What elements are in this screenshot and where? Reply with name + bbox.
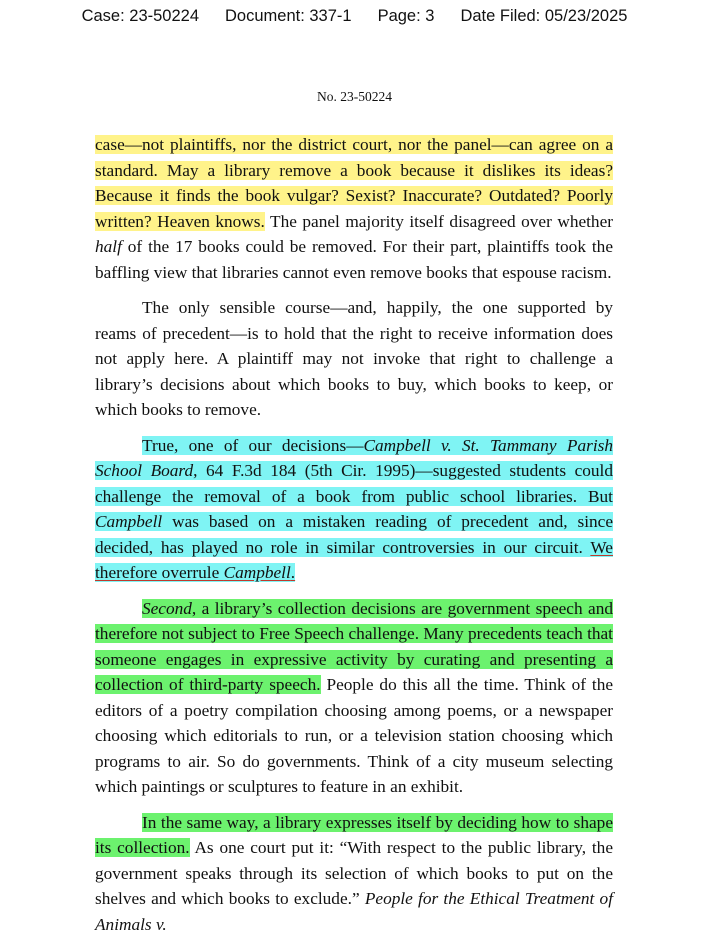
paragraph-text: The only sensible course—and, happily, the one supported by reams of precedent—is to hold that the right to receive information does not apply here. A plaintiff may not invoke that right to challenge a library’s decisions about which books to buy, which books to keep, or which books to remove.: [95, 298, 613, 419]
paragraph-4: [95, 596, 613, 800]
docket-number: No. 23-50224: [317, 89, 392, 104]
highlight-yellow: case—not plaintiffs, nor the district court, nor the panel—can agree on a standard. May a library remove a book because it dislikes its ideas? Because it finds the book vulgar? Sexist? Inaccurate? Outdated? Poorly written? Heaven knows.: [95, 135, 613, 231]
paragraph-text: The panel majority itself disagreed over whether: [264, 211, 613, 231]
highlight-green: In the same way, a library expresses itself by deciding how to shape its collection.: [95, 812, 613, 857]
case-name: Campbell: [223, 563, 291, 582]
page-number: Page: 3: [377, 7, 435, 25]
emphasis: half: [95, 237, 122, 256]
paragraph-2: [95, 295, 613, 423]
paragraph-text: , 64 F.3d 184 (5th Cir. 1995)—suggested students could challenge the removal of a book from public school libraries. But: [95, 461, 613, 506]
case-number: Case: 23-50224: [81, 7, 199, 25]
paragraph-3: [95, 433, 613, 586]
page-header: [0, 7, 709, 26]
paragraph-text: True, one of our decisions—: [142, 435, 364, 455]
paragraph-text: of the 17 books could be removed. For their part, plaintiffs took the baffling view that libraries cannot even remove books that espouse racism.: [95, 237, 613, 282]
case-name: Campbell: [95, 512, 163, 531]
date-filed: Date Filed: 05/23/2025: [460, 7, 628, 25]
paragraph-1: [95, 132, 613, 285]
opinion-body: [95, 132, 613, 947]
case-citation: Campbell v. St. Tammany Parish School Board: [95, 435, 613, 480]
document-number: Document: 337-1: [225, 7, 352, 25]
paragraph-text: As one court put it: “With respect to the public library, the government speaks through its selection of which books to put on the shelves and which books to exclude.”: [95, 838, 613, 908]
paragraph-text: , a library’s collection decisions are government speech and therefore not subject to Free Speech challenge. Many precedents teach that someone engages in expressive activity by curating and presenting a collection of third-party speech.: [95, 598, 613, 694]
holding-punctuation: .: [290, 563, 296, 582]
paragraph-5: [95, 810, 613, 938]
holding-text: We therefore overrule: [95, 537, 613, 582]
emphasis: Second: [142, 598, 192, 618]
paragraph-text: was based on a mistaken reading of precedent and, since decided, has played no role in similar controversies in our circuit.: [95, 512, 613, 557]
paragraph-text: People do this all the time. Think of the editors of a poetry compilation choosing among poems, or a newspaper choosing which editorials to run, or a television station choosing which programs to air. So do governments. Think of a city museum selecting which paintings or sculptures to feature in an exhibit.: [95, 675, 614, 796]
case-citation: People for the Ethical Treatment of Animals v.: [95, 889, 613, 934]
highlight-cyan: [95, 436, 613, 583]
